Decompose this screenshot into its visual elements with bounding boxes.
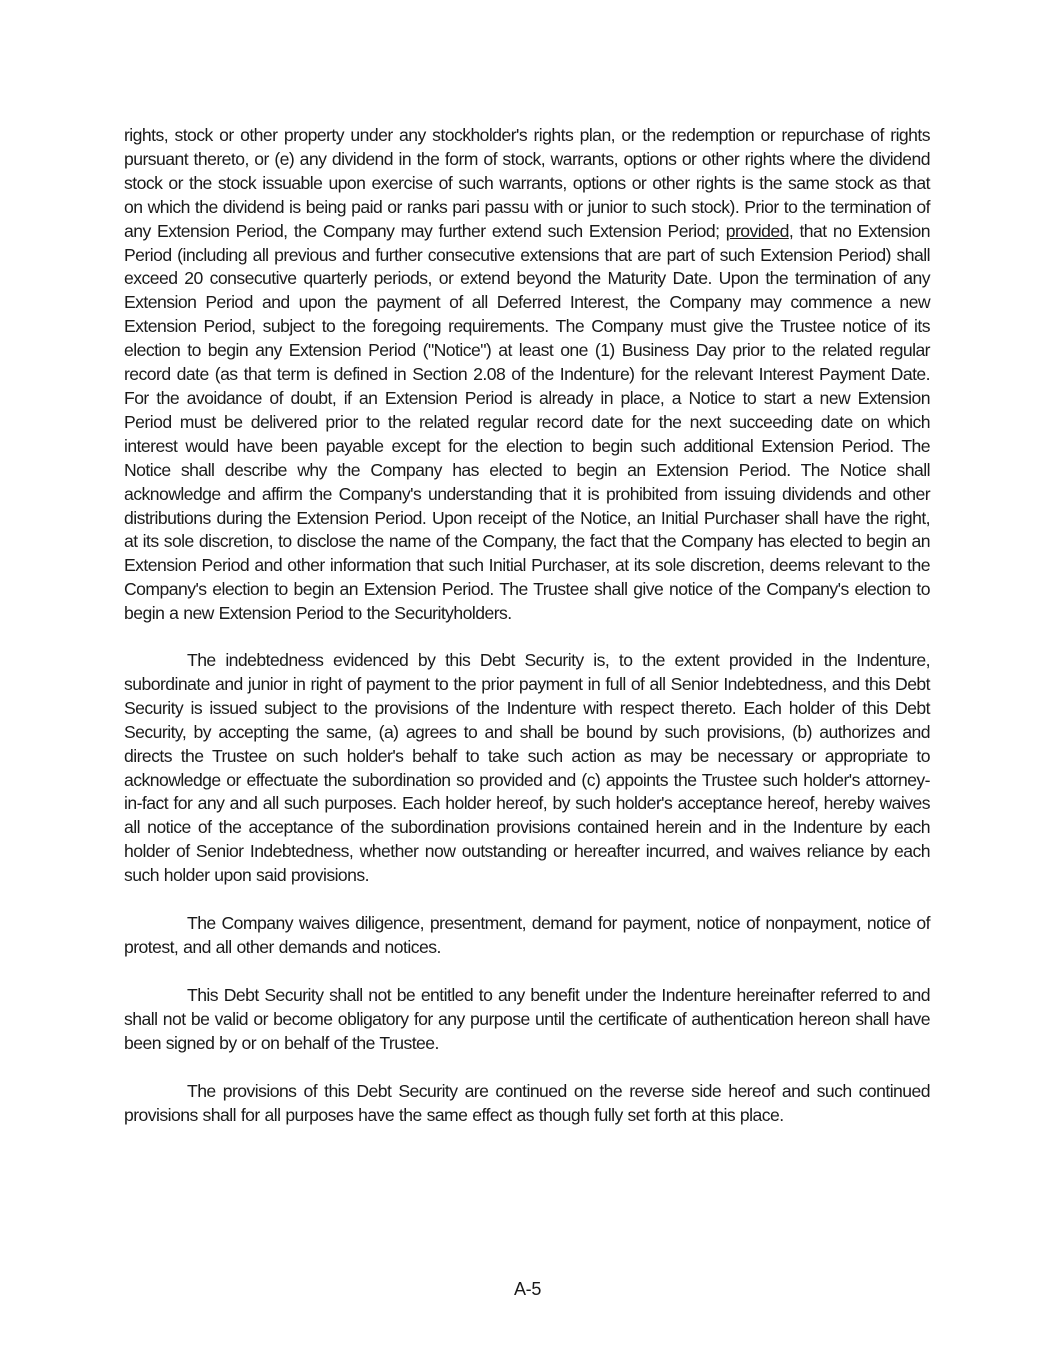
paragraph-waiver: The Company waives diligence, presentment, demand for payment, notice of nonpayment, notice of protest, and all other demands and notices.: [124, 913, 930, 957]
paragraph-subordination: The indebtedness evidenced by this Debt Security is, to the extent provided in the Indenture, subordinate and junior in right of payment to the prior payment in full of all Senior Indebtedness, and this Debt Security is issued subject to the provisions of the Indenture with respect thereto. Each holder of this Debt Security, by accepting the same, (a) agrees to and shall be bound by such provisions, (b) authorizes and directs the Trustee on such holder's behalf to take such action as may be necessary or appropriate to acknowledge or effectuate the subordination so provided and (c) appoints the Trustee such holder's attorney-in-fact for any and all such purposes. Each holder hereof, by such holder's acceptance hereof, hereby waives all notice of the acceptance of the subordination provisions contained herein and in the Indenture by each holder of Senior Indebtedness, whether now outstanding or hereafter incurred, and waives reliance by each such holder upon said provisions.: [124, 650, 930, 886]
paragraph-text: , that no Extension Period (including all previous and further consecutive extensions that are part of such Extension Period) shall exceed 20 consecutive quarterly periods, or extend beyond the Maturity Date. Upon the termination of any Extension Period and upon the payment of all Deferred Interest, the Company may commence a new Extension Period, subject to the foregoing requirements. The Company must give the Trustee notice of its election to begin any Extension Period ("Notice") at least one (1) Business Day prior to the related regular record date (as that term is defined in Section 2.08 of the Indenture) for the relevant Interest Payment Date. For the avoidance of doubt, if an Extension Period is already in place, a Notice to start a new Extension Period must be delivered prior to the related regular record date for the next succeeding date on which interest would have been payable except for the election to begin such additional Extension Period. The Notice shall describe why the Company has elected to begin an Extension Period. The Notice shall acknowledge and affirm the Company's understanding that it is prohibited from issuing dividends and other distributions during the Extension Period. Upon receipt of the Notice, an Initial Purchaser shall have the right, at its sole discretion, to disclose the name of the Company, the fact that the Company has elected to begin an Extension Period and other information that such Initial Purchaser, at its sole discretion, deems relevant to the Company's election to begin an Extension Period. The Trustee shall give notice of the Company's election to begin a new Extension Period to the Securityholders.: [124, 220, 930, 624]
page-number: A-5: [513, 1279, 542, 1299]
paragraph-text: rights, stock or other property under any stockholder's rights plan, or the redemption or repurchase of rights pursuant thereto, or (e) any dividend in the form of stock, warrants, options or other rights where the dividend stock or the stock issuable upon exercise of such warrants, options or other rights is the same stock as that on which the dividend is being paid or ranks pari passu with or junior to such stock). Prior to the termination of any Extension Period, the Company may further extend such Extension Period;: [124, 125, 930, 241]
paragraph-authentication: This Debt Security shall not be entitled to any benefit under the Indenture hereinafter referred to and shall not be valid or become obligatory for any purpose until the certificate of authentication hereon shall have been signed by or on behalf of the Trustee.: [124, 984, 930, 1053]
underlined-term-provided: provided: [725, 220, 789, 241]
paragraph-extension-period: [124, 124, 930, 626]
paragraph-reverse-side: The provisions of this Debt Security are continued on the reverse side hereof and such continued provisions shall for all purposes have the same effect as though fully set forth at this place.: [124, 1080, 930, 1125]
document-body: [124, 124, 930, 1151]
